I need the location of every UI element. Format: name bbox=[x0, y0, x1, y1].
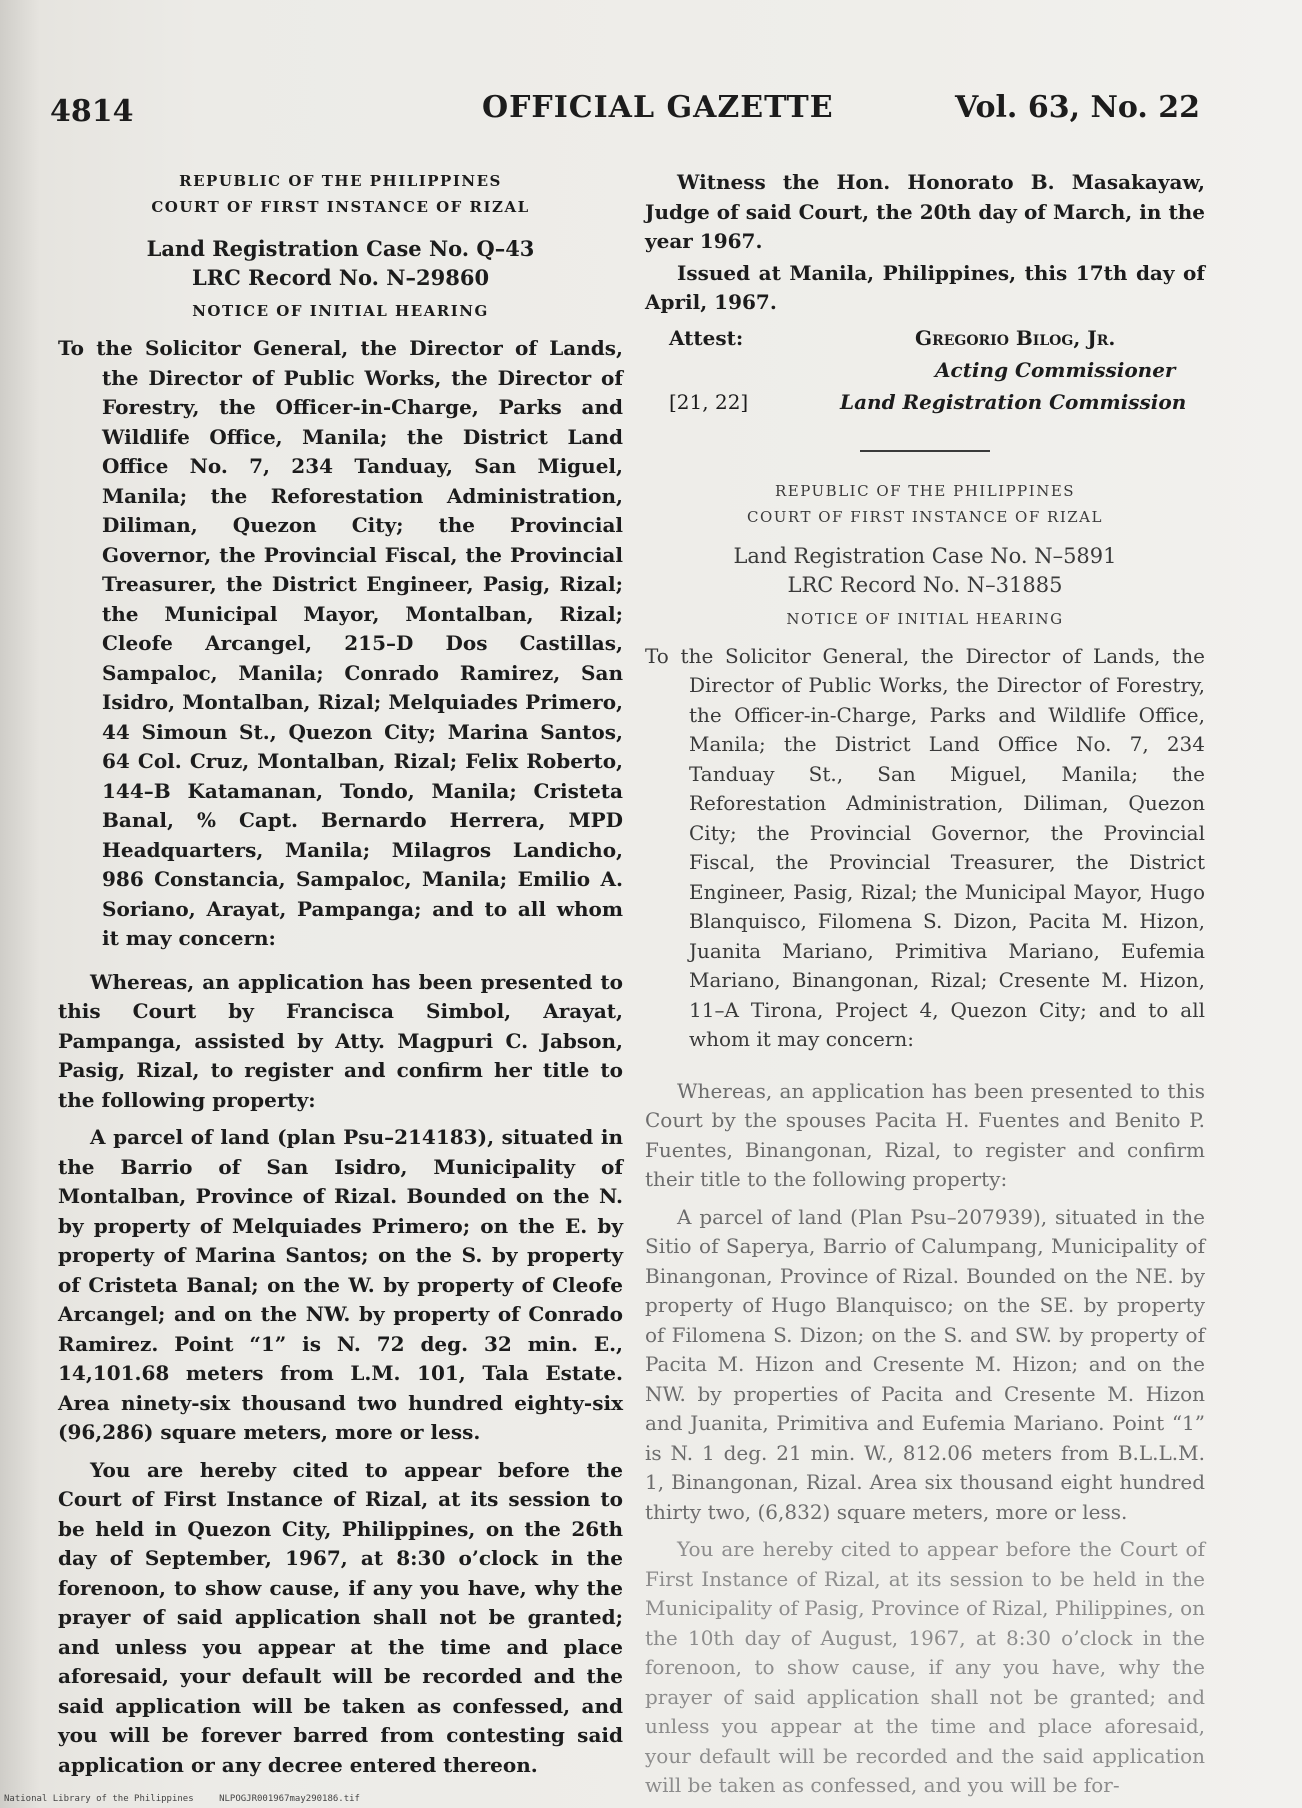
signatory-title-row bbox=[645, 358, 1205, 390]
whereas-paragraph-2: Whereas, an application has been presented to this Court by the spouses Pacita H. Fuentes and Benito P. Fuentes, Binangonan, Rizal, to register and confirm their title to the following property: bbox=[645, 1078, 1205, 1191]
footer-source: National Library of the Philippines bbox=[4, 1794, 194, 1804]
case-number-2: Land Registration Case No. N–5891 bbox=[733, 543, 1117, 568]
signatory-office: Land Registration Commission bbox=[840, 389, 1187, 414]
signatory-office-row bbox=[645, 390, 1205, 422]
issue-reference: [21, 22] bbox=[669, 389, 749, 414]
issued-paragraph: Issued at Manila, Philippines, this 17th day of April, 1967. bbox=[645, 260, 1205, 314]
notice-heading: NOTICE OF INITIAL HEARING bbox=[192, 302, 489, 320]
lrc-record: LRC Record No. N–29860 bbox=[191, 265, 490, 290]
signatory-name: Gregorio Bilog, Jr. bbox=[915, 325, 1116, 350]
volume-number: Vol. 63, No. 22 bbox=[955, 90, 1200, 125]
whereas-paragraph: Whereas, an application has been presented to this Court by Francisca Simbol, Arayat, Pampanga, assisted by Atty. Magpuri C. Jabson, Pasig, Rizal, to register and confirm her title to the following property: bbox=[58, 969, 623, 1112]
attest-label: Attest: bbox=[669, 325, 744, 350]
court-heading: COURT OF FIRST INSTANCE OF RIZAL bbox=[151, 198, 530, 216]
cited-paragraph: You are hereby cited to appear before the Court of First Instance of Rizal, at its session to be held in Quezon City, Philippines, on the 26th day of September, 1967, at 8:30 o’clock in the forenoon, to show cause, if any you have, why the prayer of said application shall not be granted; and unless you appear at the time and place aforesaid, your default will be recorded and the said application will be taken as confessed, and you will be forever barred from contesting said application or any decree entered thereon. bbox=[58, 1457, 623, 1777]
address-paragraph: To the Solicitor General, the Director of Lands, the Director of Public Works, the Director of Forestry, the Officer-in-Charge, Parks and Wildlife Office, Manila; the District Land Office No. 7, 234 Tanduay, San Miguel, Manila; the Reforestation Administration, Diliman, Quezon City; the Provincial Governor, the Provincial Fiscal, the Provincial Treasurer, the District Engineer, Pasig, Rizal; the Municipal Mayor, Montalban, Rizal; Cleofe Arcangel, 215–D Dos Castillas, Sampaloc, Manila; Conrado Ramirez, San Isidro, Montalban, Rizal; Melquiades Primero, 44 Simoun St., Quezon City; Marina Santos, 64 Col. Cruz, Montalban, Rizal; Felix Roberto, 144–B Katamanan, Tondo, Manila; Cristeta Banal, % Capt. Bernardo Herrera, MPD Headquarters, Manila; Milagros Landicho, 986 Constancia, Sampaloc, Manila; Emilio A. Soriano, Arayat, Pampanga; and to all whom it may concern: bbox=[58, 336, 623, 950]
address-paragraph-2: To the Solicitor General, the Director of Lands, the Director of Public Works, the Director of Forestry, the Officer-in-Charge, Parks and Wildlife Office, Manila; the District Land Office No. 7, 234 Tanduay St., San Miguel, Manila; the Reforestation Administration, Diliman, Quezon City; the Provincial Governor, the Provincial Fiscal, the Provincial Treasurer, the District Engineer, Pasig, Rizal; the Municipal Mayor, Hugo Blanquisco, Filomena S. Dizon, Pacita M. Hizon, Juanita Mariano, Primitiva Mariano, Eufemia Mariano, Binangonan, Rizal; Cresente M. Hizon, 11–A Tirona, Project 4, Quezon City; and to all whom it may concern: bbox=[645, 643, 1205, 1051]
page-number: 4814 bbox=[50, 94, 134, 129]
scan-footer bbox=[4, 1794, 380, 1804]
witness-paragraph: Witness the Hon. Honorato B. Masakayaw, Judge of said Court, the 20th day of March, in the year 1967. bbox=[645, 170, 1205, 253]
right-column bbox=[645, 168, 1205, 1801]
case-number: Land Registration Case No. Q–43 bbox=[146, 236, 535, 261]
signatory-title: Acting Commissioner bbox=[935, 357, 1176, 382]
left-column bbox=[58, 168, 623, 1780]
court-heading-2: COURT OF FIRST INSTANCE OF RIZAL bbox=[747, 507, 1103, 526]
footer-file: NLPOGJR001967may290186.tif bbox=[219, 1794, 360, 1804]
lrc-record-2: LRC Record No. N–31885 bbox=[787, 572, 1063, 597]
republic-heading-2: REPUBLIC OF THE PHILIPPINES bbox=[774, 481, 1076, 500]
parcel-paragraph: A parcel of land (plan Psu–214183), situated in the Barrio of San Isidro, Municipality of Montalban, Province of Rizal. Bounded on the N. by property of Melquiades Primero; on the E. by property of Marina Santos; on the S. by property of Cristeta Banal; on the W. by property of Cleofe Arcangel; and on the NW. by property of Conrado Ramirez. Point “1” is N. 72 deg. 32 min. E., 14,101.68 meters from L.M. 101, Tala Estate. Area ninety-six thousand two hundred eighty-six (96,286) square meters, more or less. bbox=[58, 1125, 623, 1444]
page-header bbox=[50, 90, 1200, 134]
publication-title: OFFICIAL GAZETTE bbox=[482, 90, 834, 125]
parcel-paragraph-2: A parcel of land (Plan Psu–207939), situated in the Sitio of Saperya, Barrio of Calumpang, Municipality of Binangonan, Province of Rizal. Bounded on the NE. by property of Hugo Blanquisco; on the SE. by property of Filomena S. Dizon; on the S. and SW. by property of Pacita M. Hizon and Cresente M. Hizon; and on the NW. by properties of Pacita and Cresente M. Hizon and Juanita, Primitiva and Eufemia Mariano. Point “1” is N. 1 deg. 21 min. W., 812.06 meters from B.L.L.M. 1, Binangonan, Rizal. Area six thousand eight hundred thirty two, (6,832) square meters, more or less. bbox=[645, 1204, 1205, 1524]
section-divider bbox=[860, 450, 990, 452]
notice-heading-2: NOTICE OF INITIAL HEARING bbox=[786, 609, 1064, 628]
cited-paragraph-2: You are hereby cited to appear before the Court of First Instance of Rizal, at its session to be held in the Municipality of Pasig, Province of Rizal, Philippines, on the 10th day of August, 1967, at 8:30 o’clock in the forenoon, to show cause, if any you have, why the prayer of said application shall not be granted; and unless you appear at the time and place aforesaid, your default will be recorded and the said application will be taken as confessed, and you will be for- bbox=[645, 1537, 1205, 1797]
republic-heading: REPUBLIC OF THE PHILIPPINES bbox=[179, 172, 502, 190]
attest-row bbox=[645, 326, 1205, 358]
